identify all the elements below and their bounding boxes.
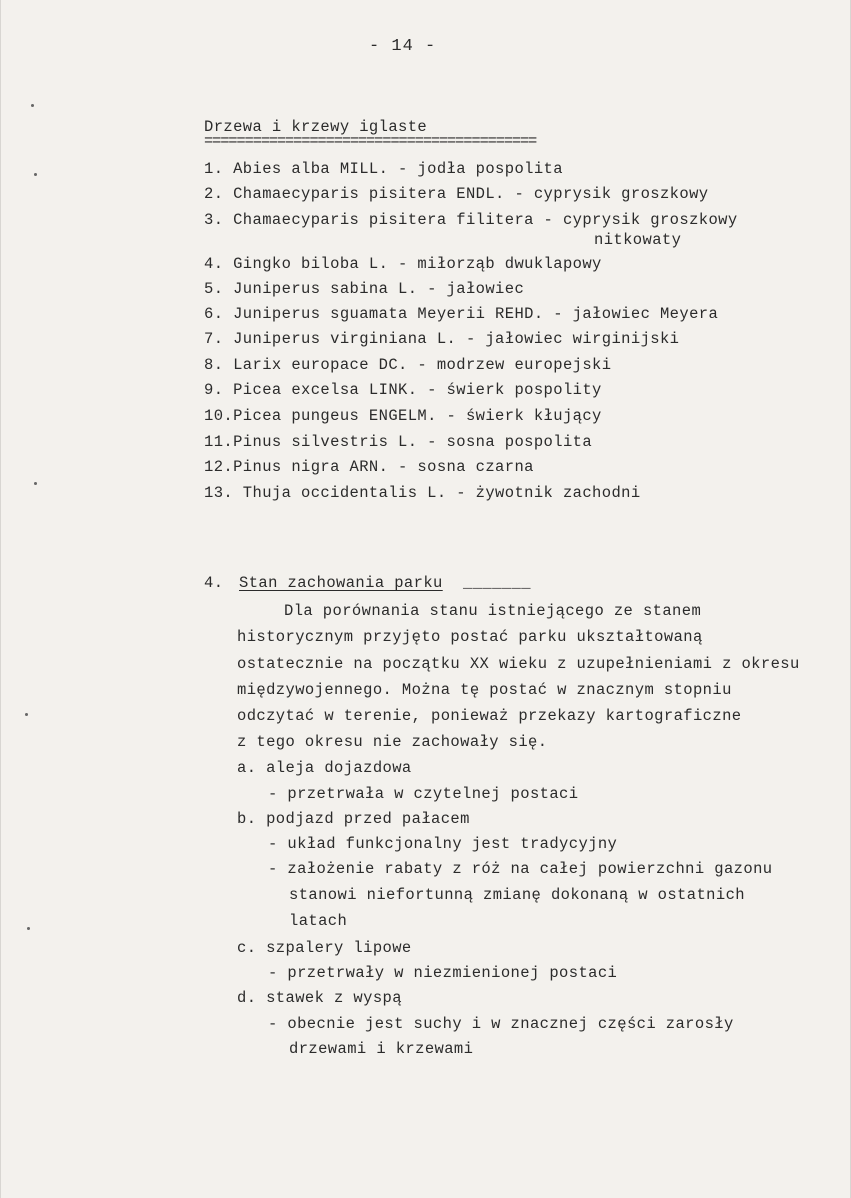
point-detail-continuation: drzewami i krzewami [289,1040,474,1058]
point-detail-continuation: latach [289,912,348,930]
section-title: Stan zachowania parku [239,574,443,592]
point-detail: - przetrwały w niezmienionej postaci [268,964,618,982]
section-number: 4. [204,574,224,592]
point-detail: - układ funkcjonalny jest tradycyjny [268,835,618,853]
margin-mark [34,173,37,176]
paragraph-line: ostatecznie na początku XX wieku z uzupełnieniami z okresu [237,655,800,673]
section-title-trail: _______ [463,574,531,592]
point-label: b. podjazd przed pałacem [237,810,470,828]
paragraph-line: Dla porównania stanu istniejącego ze stanem [284,602,702,620]
paragraph-line: historycznym przyjęto postać parku ukształtowaną [237,628,703,646]
list-item: 10.Picea pungeus ENGELM. - świerk kłujący [204,407,602,425]
list-item: 4. Gingko biloba L. - miłorząb dwuklapowy [204,255,602,273]
paragraph-line: z tego okresu nie zachowały się. [237,733,548,751]
paragraph-line: odczytać w terenie, ponieważ przekazy kartograficzne [237,707,742,725]
list-item: 8. Larix europace DC. - modrzew europejski [204,356,612,374]
list-item: 13. Thuja occidentalis L. - żywotnik zachodni [204,484,641,502]
point-label: d. stawek z wyspą [237,989,402,1007]
margin-mark [25,713,28,716]
paragraph-line: międzywojennego. Można tę postać w znacznym stopniu [237,681,732,699]
list-item-continuation: nitkowaty [594,231,682,249]
list-item: 11.Pinus silvestris L. - sosna pospolita [204,433,593,451]
margin-mark [27,927,30,930]
heading-underline: ========================================= [204,132,537,150]
section-heading: Drzewa i krzewy iglaste [204,118,428,136]
margin-mark [31,104,34,107]
point-label: a. aleja dojazdowa [237,759,412,777]
list-item: 12.Pinus nigra ARN. - sosna czarna [204,458,534,476]
list-item: 7. Juniperus virginiana L. - jałowiec wirginijski [204,330,680,348]
point-label: c. szpalery lipowe [237,939,412,957]
list-item: 2. Chamaecyparis pisitera ENDL. - cyprysik groszkowy [204,185,709,203]
list-item: 3. Chamaecyparis pisitera filitera - cyprysik groszkowy [204,211,738,229]
point-detail: - założenie rabaty z róż na całej powierzchni gazonu [268,860,773,878]
point-detail: - przetrwała w czytelnej postaci [268,785,579,803]
list-item: 1. Abies alba MILL. - jodła pospolita [204,160,563,178]
list-item: 5. Juniperus sabina L. - jałowiec [204,280,525,298]
list-item: 9. Picea excelsa LINK. - świerk pospolity [204,381,602,399]
margin-mark [34,482,37,485]
point-detail: - obecnie jest suchy i w znacznej części zarosły [268,1015,734,1033]
point-detail-continuation: stanowi niefortunną zmianę dokonaną w ostatnich [289,886,745,904]
list-item: 6. Juniperus sguamata Meyerii REHD. - jałowiec Meyera [204,305,719,323]
page-number: - 14 - [369,37,437,56]
